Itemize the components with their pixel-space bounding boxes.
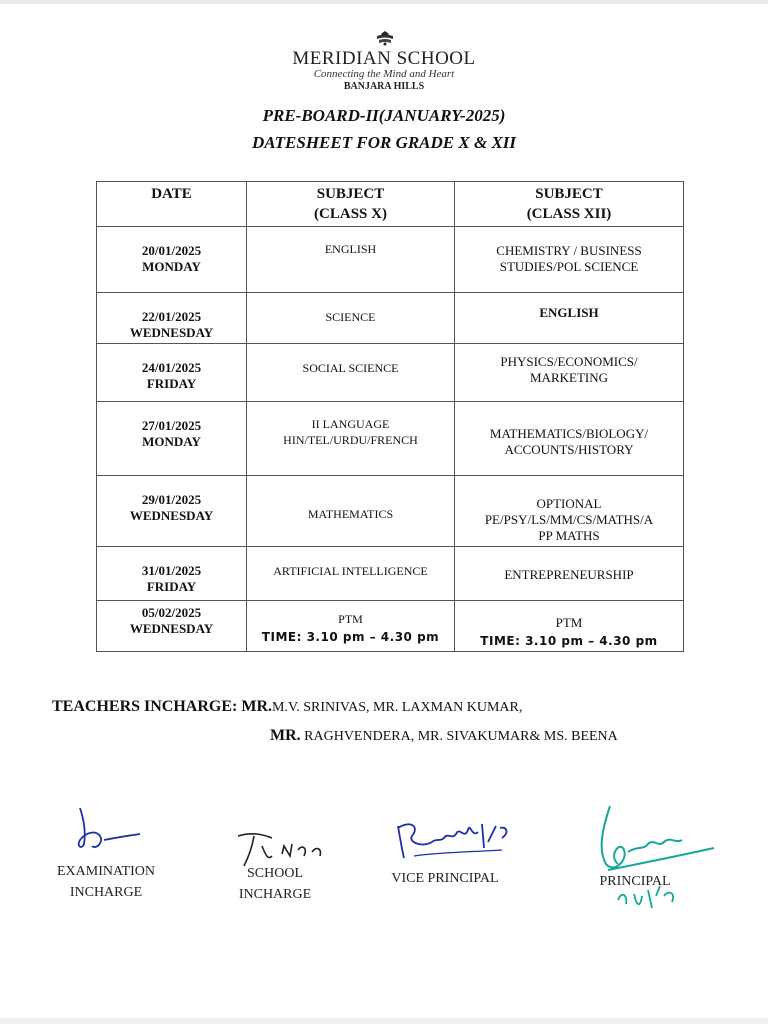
class-x-subject: PTM TIME: 3.10 pm – 4.30 pm (247, 601, 455, 652)
class-x-subject: II LANGUAGE HIN/TEL/URDU/FRENCH (247, 402, 455, 476)
table-row (97, 344, 684, 402)
header-date: DATE (97, 182, 247, 227)
class-xii-subject: PTM TIME: 3.10 pm – 4.30 pm (455, 601, 684, 652)
school-name: MERIDIAN SCHOOL (292, 48, 476, 69)
date-cell: 05/02/2025 WEDNESDAY (97, 601, 247, 652)
exam-incharge-signature-icon (70, 800, 150, 860)
exam-incharge-label: EXAMINATION INCHARGE (57, 864, 155, 900)
table-row (97, 293, 684, 344)
principal-label: PRINCIPAL (599, 874, 671, 889)
school-logo-icon (374, 30, 396, 46)
teachers-incharge-label: TEACHERS INCHARGE: MR. (52, 698, 273, 715)
ptm-time-handwritten: TIME: 3.10 pm – 4.30 pm (261, 630, 440, 644)
school-location: BANJARA HILLS (343, 81, 425, 92)
header-class-xii: SUBJECT (CLASS XII) (455, 182, 684, 227)
class-x-subject: ARTIFICIAL INTELLIGENCE (247, 547, 455, 601)
page-top-edge (0, 0, 768, 4)
class-x-subject: ENGLISH (247, 227, 455, 293)
principal-signature-icon (588, 800, 720, 920)
teachers-names: M.V. SRINIVAS, MR. LAXMAN KUMAR, (272, 700, 523, 715)
table-row (97, 402, 684, 476)
ptm-time-handwritten: TIME: 3.10 pm – 4.30 pm (480, 634, 658, 648)
class-xii-subject: MATHEMATICS/BIOLOGY/ ACCOUNTS/HISTORY (455, 402, 684, 476)
teachers-title: MR. (270, 727, 301, 744)
date-cell: 31/01/2025 FRIDAY (97, 547, 247, 601)
datesheet-table (96, 181, 684, 652)
table-header-row (97, 182, 684, 227)
vice-principal-label: VICE PRINCIPAL (391, 871, 499, 886)
date-cell: 20/01/2025 MONDAY (97, 227, 247, 293)
class-xii-subject: ENTREPRENEURSHIP (455, 547, 684, 601)
date-cell: 27/01/2025 MONDAY (97, 402, 247, 476)
class-xii-subject: OPTIONAL PE/PSY/LS/MM/CS/MATHS/A PP MATHS (455, 476, 684, 547)
table-row (97, 227, 684, 293)
table-row (97, 476, 684, 547)
datesheet-title: DATESHEET FOR GRADE X & XII (251, 133, 517, 152)
class-x-subject: SOCIAL SCIENCE (247, 344, 455, 402)
class-x-subject: SCIENCE (247, 293, 455, 344)
class-xii-subject: ENGLISH (455, 293, 684, 344)
page-bottom-edge (0, 1018, 768, 1024)
class-x-subject: MATHEMATICS (247, 476, 455, 547)
school-tagline: Connecting the Mind and Heart (313, 68, 455, 80)
teachers-names: RAGHVENDERA, MR. SIVAKUMAR& MS. BEENA (304, 729, 618, 744)
teachers-incharge-line2 (270, 727, 618, 745)
class-xii-subject: PHYSICS/ECONOMICS/ MARKETING (455, 344, 684, 402)
class-xii-subject: CHEMISTRY / BUSINESS STUDIES/POL SCIENCE (455, 227, 684, 293)
vice-principal-signature-icon (392, 812, 522, 870)
table-row (97, 601, 684, 652)
date-cell: 22/01/2025 WEDNESDAY (97, 293, 247, 344)
teachers-incharge-line1 (52, 698, 522, 716)
school-incharge-label: SCHOOL INCHARGE (238, 866, 312, 902)
date-cell: 24/01/2025 FRIDAY (97, 344, 247, 402)
date-cell: 29/01/2025 WEDNESDAY (97, 476, 247, 547)
header-class-x: SUBJECT (CLASS X) (247, 182, 455, 227)
table-row (97, 547, 684, 601)
exam-title: PRE-BOARD-II(JANUARY-2025) (262, 106, 506, 125)
